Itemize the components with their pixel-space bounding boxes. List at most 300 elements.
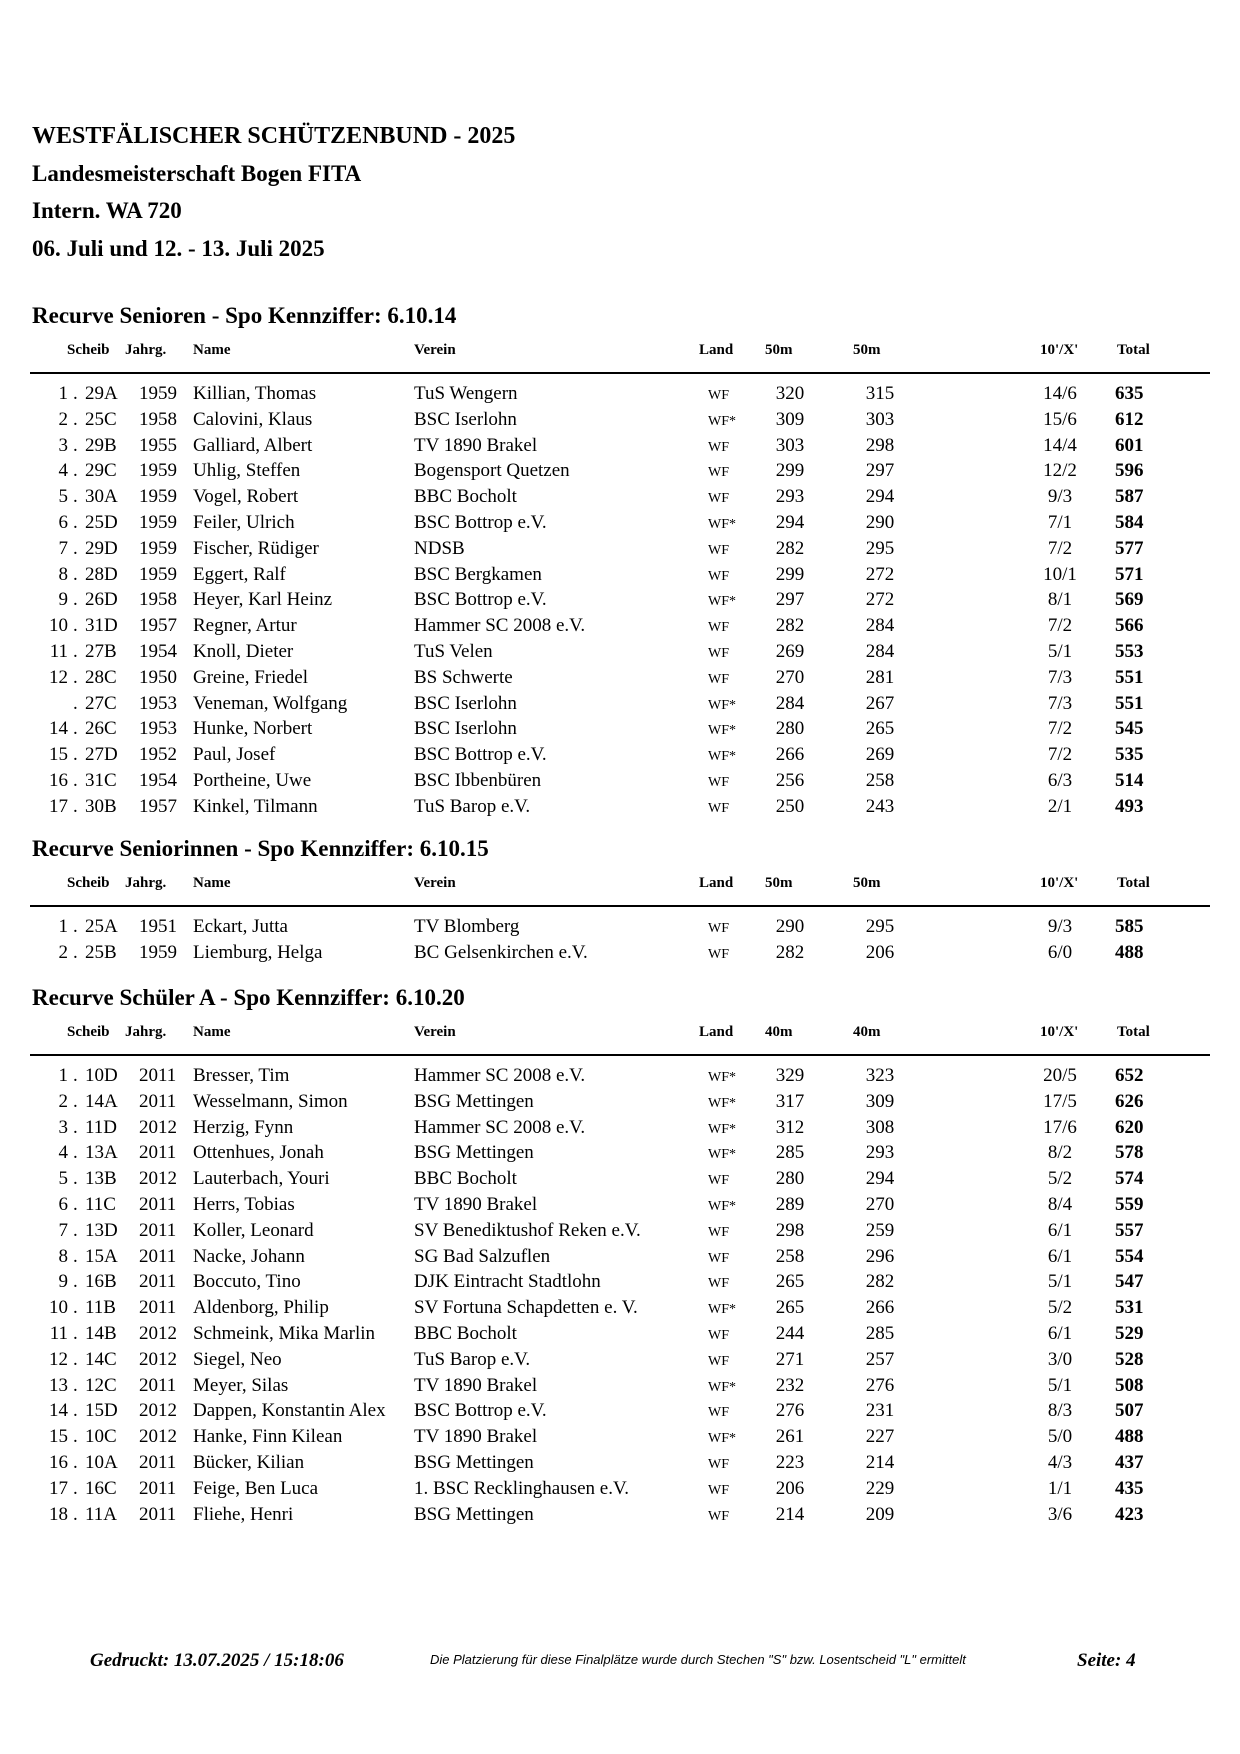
- land-cell: WF*: [708, 749, 736, 765]
- name-cell: Hanke, Finn Kilean: [193, 1426, 343, 1448]
- d1-cell: 282: [775, 941, 805, 963]
- club-cell: BBC Bocholt: [414, 1322, 517, 1344]
- d1-cell: 269: [775, 640, 805, 662]
- rank-separator: .: [73, 1322, 78, 1344]
- name-cell: Regner, Artur: [193, 615, 297, 637]
- rank-cell: 9: [58, 589, 68, 611]
- printed-timestamp: Gedruckt: 13.07.2025 / 15:18:06: [90, 1650, 344, 1671]
- year-cell: 2012: [139, 1116, 177, 1138]
- rank-separator: .: [73, 1168, 78, 1190]
- d2-cell: 269: [865, 744, 895, 766]
- year-cell: 1953: [139, 692, 177, 714]
- rank-separator: .: [73, 744, 78, 766]
- d2-cell: 231: [865, 1400, 895, 1422]
- d2-cell: 266: [865, 1297, 895, 1319]
- year-cell: 2012: [139, 1400, 177, 1422]
- d1-cell: 299: [775, 460, 805, 482]
- scheib-cell: 10A: [85, 1451, 118, 1473]
- land-cell: WF*: [708, 413, 736, 429]
- year-cell: 1958: [139, 408, 177, 430]
- d1-cell: 282: [775, 615, 805, 637]
- total-cell: 626: [1115, 1090, 1144, 1112]
- d1-cell: 232: [775, 1374, 805, 1396]
- d2-cell: 206: [865, 941, 895, 963]
- x-cell: 17/6: [1043, 1116, 1077, 1138]
- total-cell: 585: [1115, 916, 1144, 937]
- land-cell: WF: [708, 1353, 729, 1369]
- rank-cell: 4: [58, 460, 68, 482]
- name-cell: Vogel, Robert: [193, 486, 299, 508]
- club-cell: Hammer SC 2008 e.V.: [414, 615, 586, 637]
- land-cell: WF*: [708, 1431, 736, 1447]
- land-cell: WF: [708, 645, 729, 661]
- land-cell: WF: [708, 1276, 729, 1292]
- results-table: [0, 1064, 1240, 1528]
- d2-cell: 285: [865, 1322, 895, 1344]
- rank-cell: 15: [49, 744, 68, 766]
- total-cell: 553: [1115, 640, 1144, 662]
- land-cell: WF: [708, 1327, 729, 1343]
- rank-cell: 16: [49, 1451, 68, 1473]
- rank-separator: .: [73, 1142, 78, 1164]
- scheib-cell: 13D: [85, 1219, 118, 1241]
- land-cell: WF: [708, 1482, 729, 1498]
- rank-separator: .: [73, 1271, 78, 1293]
- table-row: [0, 614, 1240, 640]
- rank-cell: 15: [49, 1426, 68, 1448]
- d2-cell: 265: [865, 718, 895, 740]
- page-footer: [0, 1650, 1240, 1680]
- year-cell: 2011: [139, 1142, 177, 1164]
- year-cell: 1959: [139, 511, 177, 533]
- year-cell: 2011: [139, 1219, 177, 1241]
- x-cell: 20/5: [1043, 1065, 1077, 1086]
- rank-separator: .: [73, 692, 78, 714]
- scheib-cell: 27C: [85, 692, 117, 714]
- rank-cell: 5: [58, 1168, 68, 1190]
- land-cell: WF*: [708, 1121, 736, 1137]
- rank-cell: 6: [58, 511, 68, 533]
- column-header-x: 10'/X': [1040, 875, 1079, 891]
- club-cell: BSG Mettingen: [414, 1090, 534, 1112]
- table-row: [0, 1141, 1240, 1167]
- table-row: [0, 1425, 1240, 1451]
- d1-cell: 214: [775, 1503, 805, 1525]
- d2-cell: 259: [865, 1219, 895, 1241]
- land-cell: WF: [708, 774, 729, 790]
- land-cell: WF: [708, 1173, 729, 1189]
- d2-cell: 323: [865, 1065, 895, 1086]
- column-header-scheib: Scheib: [67, 875, 110, 891]
- column-header-name: Name: [193, 1024, 231, 1040]
- d1-cell: 312: [775, 1116, 805, 1138]
- page-number: Seite: 4: [1077, 1650, 1136, 1671]
- land-cell: WF: [708, 465, 729, 481]
- column-header-land: Land: [699, 875, 734, 891]
- name-cell: Meyer, Silas: [193, 1374, 289, 1396]
- d1-cell: 299: [775, 563, 805, 585]
- d1-cell: 258: [775, 1245, 805, 1267]
- d1-cell: 265: [775, 1271, 805, 1293]
- table-row: [0, 485, 1240, 511]
- club-cell: TuS Barop e.V.: [414, 1348, 531, 1370]
- total-cell: 574: [1115, 1168, 1144, 1190]
- land-cell: WF: [708, 542, 729, 558]
- name-cell: Feige, Ben Luca: [193, 1477, 319, 1499]
- scheib-cell: 30B: [85, 795, 117, 817]
- d1-cell: 294: [775, 511, 805, 533]
- table-row: [0, 537, 1240, 563]
- column-header-total: Total: [1117, 342, 1150, 358]
- column-header-club: Verein: [414, 875, 456, 891]
- year-cell: 1954: [139, 769, 177, 791]
- x-cell: 7/3: [1047, 692, 1073, 714]
- x-cell: 7/2: [1047, 615, 1073, 637]
- d1-cell: 285: [775, 1142, 805, 1164]
- rank-cell: 10: [49, 1297, 68, 1319]
- d2-cell: 281: [865, 666, 895, 688]
- name-cell: Dappen, Konstantin Alex: [193, 1400, 386, 1422]
- table-row: [0, 1322, 1240, 1348]
- total-cell: 514: [1115, 769, 1144, 791]
- d2-cell: 209: [865, 1503, 895, 1525]
- d2-cell: 295: [865, 916, 895, 937]
- d2-cell: 298: [865, 434, 895, 456]
- club-cell: Hammer SC 2008 e.V.: [414, 1065, 586, 1086]
- land-cell: WF*: [708, 1302, 736, 1318]
- total-cell: 559: [1115, 1193, 1144, 1215]
- year-cell: 2011: [139, 1271, 177, 1293]
- club-cell: BSC Ibbenbüren: [414, 769, 542, 791]
- club-cell: BSC Iserlohn: [414, 692, 517, 714]
- results-table: [0, 915, 1240, 967]
- scheib-cell: 10D: [85, 1065, 118, 1086]
- table-row: [0, 1193, 1240, 1219]
- total-cell: 535: [1115, 744, 1144, 766]
- d1-cell: 265: [775, 1297, 805, 1319]
- d2-cell: 303: [865, 408, 895, 430]
- scheib-cell: 16C: [85, 1477, 117, 1499]
- column-header-total: Total: [1117, 875, 1150, 891]
- year-cell: 1959: [139, 486, 177, 508]
- land-cell: WF*: [708, 1379, 736, 1395]
- total-cell: 493: [1115, 795, 1144, 817]
- land-cell: WF*: [708, 516, 736, 532]
- name-cell: Paul, Josef: [193, 744, 276, 766]
- scheib-cell: 14A: [85, 1090, 118, 1112]
- rank-cell: 12: [49, 1348, 68, 1370]
- club-cell: BSC Bottrop e.V.: [414, 511, 547, 533]
- year-cell: 1950: [139, 666, 177, 688]
- column-header-club: Verein: [414, 342, 456, 358]
- event-name: Landesmeisterschaft Bogen FITA: [32, 161, 362, 186]
- x-cell: 8/4: [1047, 1193, 1073, 1215]
- scheib-cell: 11A: [85, 1503, 118, 1525]
- scheib-cell: 11B: [85, 1297, 116, 1319]
- name-cell: Lauterbach, Youri: [193, 1168, 330, 1190]
- total-cell: 528: [1115, 1348, 1144, 1370]
- column-header-row: [0, 1024, 1240, 1044]
- rank-separator: .: [73, 1116, 78, 1138]
- scheib-cell: 10C: [85, 1426, 117, 1448]
- club-cell: TV Blomberg: [414, 916, 520, 937]
- x-cell: 2/1: [1047, 795, 1073, 817]
- d1-cell: 298: [775, 1219, 805, 1241]
- scheib-cell: 31C: [85, 769, 117, 791]
- scheib-cell: 29D: [85, 537, 118, 559]
- column-header-year: Jahrg.: [125, 875, 167, 891]
- rank-separator: .: [73, 511, 78, 533]
- rank-separator: .: [73, 1219, 78, 1241]
- d2-cell: 315: [865, 383, 895, 404]
- rank-cell: 8: [58, 563, 68, 585]
- d1-cell: 206: [775, 1477, 805, 1499]
- year-cell: 2011: [139, 1065, 177, 1086]
- year-cell: 2012: [139, 1348, 177, 1370]
- rank-cell: 1: [58, 1065, 68, 1086]
- rank-separator: .: [73, 1477, 78, 1499]
- column-header-row: [0, 875, 1240, 895]
- rank-cell: 7: [58, 1219, 68, 1241]
- total-cell: 578: [1115, 1142, 1144, 1164]
- table-row: [0, 1219, 1240, 1245]
- table-row: [0, 1090, 1240, 1116]
- rank-cell: 17: [49, 795, 68, 817]
- table-row: [0, 563, 1240, 589]
- table-row: [0, 717, 1240, 743]
- column-header-total: Total: [1117, 1024, 1150, 1040]
- scheib-cell: 15D: [85, 1400, 118, 1422]
- name-cell: Heyer, Karl Heinz: [193, 589, 333, 611]
- d2-cell: 290: [865, 511, 895, 533]
- x-cell: 5/2: [1047, 1168, 1073, 1190]
- d1-cell: 289: [775, 1193, 805, 1215]
- name-cell: Fischer, Rüdiger: [193, 537, 319, 559]
- d1-cell: 280: [775, 718, 805, 740]
- year-cell: 1951: [139, 916, 177, 937]
- x-cell: 5/1: [1047, 640, 1073, 662]
- year-cell: 1959: [139, 563, 177, 585]
- rank-cell: 9: [58, 1271, 68, 1293]
- d1-cell: 223: [775, 1451, 805, 1473]
- total-cell: 435: [1115, 1477, 1144, 1499]
- total-cell: 529: [1115, 1322, 1144, 1344]
- year-cell: 1954: [139, 640, 177, 662]
- column-header-name: Name: [193, 342, 231, 358]
- column-header-d1: 50m: [765, 875, 793, 891]
- rank-cell: 16: [49, 769, 68, 791]
- name-cell: Koller, Leonard: [193, 1219, 314, 1241]
- name-cell: Veneman, Wolfgang: [193, 692, 348, 714]
- scheib-cell: 12C: [85, 1374, 117, 1396]
- rank-separator: .: [73, 718, 78, 740]
- x-cell: 3/0: [1047, 1348, 1073, 1370]
- column-header-d2: 40m: [853, 1024, 881, 1040]
- name-cell: Bücker, Kilian: [193, 1451, 305, 1473]
- club-cell: BSC Bottrop e.V.: [414, 589, 547, 611]
- table-row: [0, 408, 1240, 434]
- scheib-cell: 28C: [85, 666, 117, 688]
- scheib-cell: 31D: [85, 615, 118, 637]
- rank-separator: .: [73, 1193, 78, 1215]
- land-cell: WF*: [708, 1147, 736, 1163]
- total-cell: 551: [1115, 666, 1144, 688]
- d2-cell: 272: [865, 589, 895, 611]
- club-cell: TuS Wengern: [414, 383, 518, 404]
- d2-cell: 294: [865, 1168, 895, 1190]
- rank-cell: 2: [58, 408, 68, 430]
- d2-cell: 258: [865, 769, 895, 791]
- column-header-year: Jahrg.: [125, 342, 167, 358]
- club-cell: TV 1890 Brakel: [414, 1426, 538, 1448]
- land-cell: WF: [708, 921, 729, 936]
- total-cell: 584: [1115, 511, 1144, 533]
- land-cell: WF*: [708, 723, 736, 739]
- rank-separator: .: [73, 1426, 78, 1448]
- x-cell: 4/3: [1047, 1451, 1073, 1473]
- x-cell: 5/0: [1047, 1426, 1073, 1448]
- rank-separator: .: [73, 1451, 78, 1473]
- rank-cell: 14: [49, 1400, 68, 1422]
- document-title: WESTFÄLISCHER SCHÜTZENBUND - 2025: [32, 123, 516, 149]
- d2-cell: 257: [865, 1348, 895, 1370]
- rank-separator: .: [73, 640, 78, 662]
- total-cell: 620: [1115, 1116, 1144, 1138]
- name-cell: Killian, Thomas: [193, 383, 317, 404]
- d1-cell: 320: [775, 383, 805, 404]
- column-header-row: [0, 342, 1240, 362]
- rank-cell: 11: [49, 1322, 68, 1344]
- table-row: [0, 1296, 1240, 1322]
- club-cell: NDSB: [414, 537, 465, 559]
- rank-cell: 3: [58, 1116, 68, 1138]
- land-cell: WF: [708, 491, 729, 507]
- d2-cell: 272: [865, 563, 895, 585]
- x-cell: 9/3: [1047, 916, 1073, 937]
- column-header-year: Jahrg.: [125, 1024, 167, 1040]
- year-cell: 2012: [139, 1168, 177, 1190]
- header-divider: [30, 905, 1210, 907]
- rank-separator: .: [73, 1297, 78, 1319]
- year-cell: 2011: [139, 1245, 177, 1267]
- rank-cell: 7: [58, 537, 68, 559]
- land-cell: WF: [708, 800, 729, 816]
- x-cell: 12/2: [1043, 460, 1077, 482]
- club-cell: SV Benediktushof Reken e.V.: [414, 1219, 641, 1241]
- rank-cell: 12: [49, 666, 68, 688]
- total-cell: 557: [1115, 1219, 1144, 1241]
- scheib-cell: 16B: [85, 1271, 117, 1293]
- name-cell: Nacke, Johann: [193, 1245, 305, 1267]
- year-cell: 1953: [139, 718, 177, 740]
- x-cell: 17/5: [1043, 1090, 1077, 1112]
- rank-cell: 3: [58, 434, 68, 456]
- x-cell: 3/6: [1047, 1503, 1073, 1525]
- name-cell: Galliard, Albert: [193, 434, 313, 456]
- event-dates: 06. Juli und 12. - 13. Juli 2025: [32, 236, 325, 261]
- x-cell: 6/1: [1047, 1245, 1073, 1267]
- x-cell: 7/3: [1047, 666, 1073, 688]
- name-cell: Eggert, Ralf: [193, 563, 286, 585]
- table-row: [0, 588, 1240, 614]
- total-cell: 635: [1115, 383, 1144, 404]
- d2-cell: 284: [865, 615, 895, 637]
- x-cell: 8/2: [1047, 1142, 1073, 1164]
- total-cell: 423: [1115, 1503, 1144, 1525]
- x-cell: 15/6: [1043, 408, 1077, 430]
- section-title: Recurve Schüler A - Spo Kennziffer: 6.10.20: [32, 985, 465, 1010]
- table-row: [0, 666, 1240, 692]
- club-cell: 1. BSC Recklinghausen e.V.: [414, 1477, 629, 1499]
- club-cell: BSC Bottrop e.V.: [414, 744, 547, 766]
- d2-cell: 297: [865, 460, 895, 482]
- land-cell: WF*: [708, 697, 736, 713]
- scheib-cell: 29A: [85, 383, 118, 404]
- table-row: [0, 941, 1240, 967]
- scheib-cell: 13A: [85, 1142, 118, 1164]
- x-cell: 7/2: [1047, 537, 1073, 559]
- name-cell: Liemburg, Helga: [193, 941, 323, 963]
- scheib-cell: 25B: [85, 941, 117, 963]
- rank-cell: 4: [58, 1142, 68, 1164]
- year-cell: 1957: [139, 615, 177, 637]
- d1-cell: 284: [775, 692, 805, 714]
- header-divider: [30, 372, 1210, 374]
- total-cell: 545: [1115, 718, 1144, 740]
- land-cell: WF: [708, 671, 729, 687]
- year-cell: 2011: [139, 1503, 177, 1525]
- club-cell: BSG Mettingen: [414, 1503, 534, 1525]
- name-cell: Eckart, Jutta: [193, 916, 288, 937]
- scheib-cell: 26C: [85, 718, 117, 740]
- name-cell: Siegel, Neo: [193, 1348, 282, 1370]
- rank-separator: .: [73, 434, 78, 456]
- rank-cell: 6: [58, 1193, 68, 1215]
- rank-cell: 18: [49, 1503, 68, 1525]
- total-cell: 577: [1115, 537, 1144, 559]
- land-cell: WF*: [708, 594, 736, 610]
- land-cell: WF: [708, 1250, 729, 1266]
- column-header-x: 10'/X': [1040, 342, 1079, 358]
- year-cell: 2012: [139, 1322, 177, 1344]
- rank-separator: .: [73, 795, 78, 817]
- table-row: [0, 1064, 1240, 1090]
- club-cell: Hammer SC 2008 e.V.: [414, 1116, 586, 1138]
- year-cell: 2011: [139, 1477, 177, 1499]
- table-row: [0, 915, 1240, 941]
- column-header-d2: 50m: [853, 342, 881, 358]
- d1-cell: 280: [775, 1168, 805, 1190]
- club-cell: BSC Iserlohn: [414, 408, 517, 430]
- land-cell: WF*: [708, 1070, 736, 1085]
- table-row: [0, 1399, 1240, 1425]
- table-row: [0, 1503, 1240, 1529]
- club-cell: BC Gelsenkirchen e.V.: [414, 941, 588, 963]
- total-cell: 566: [1115, 615, 1144, 637]
- rank-separator: .: [73, 1348, 78, 1370]
- column-header-name: Name: [193, 875, 231, 891]
- club-cell: SV Fortuna Schapdetten e. V.: [414, 1297, 638, 1319]
- scheib-cell: 14C: [85, 1348, 117, 1370]
- table-row: [0, 640, 1240, 666]
- club-cell: BSC Bottrop e.V.: [414, 1400, 547, 1422]
- land-cell: WF: [708, 620, 729, 636]
- d1-cell: 293: [775, 486, 805, 508]
- name-cell: Fliehe, Henri: [193, 1503, 294, 1525]
- land-cell: WF: [708, 946, 729, 962]
- scheib-cell: 28D: [85, 563, 118, 585]
- d1-cell: 297: [775, 589, 805, 611]
